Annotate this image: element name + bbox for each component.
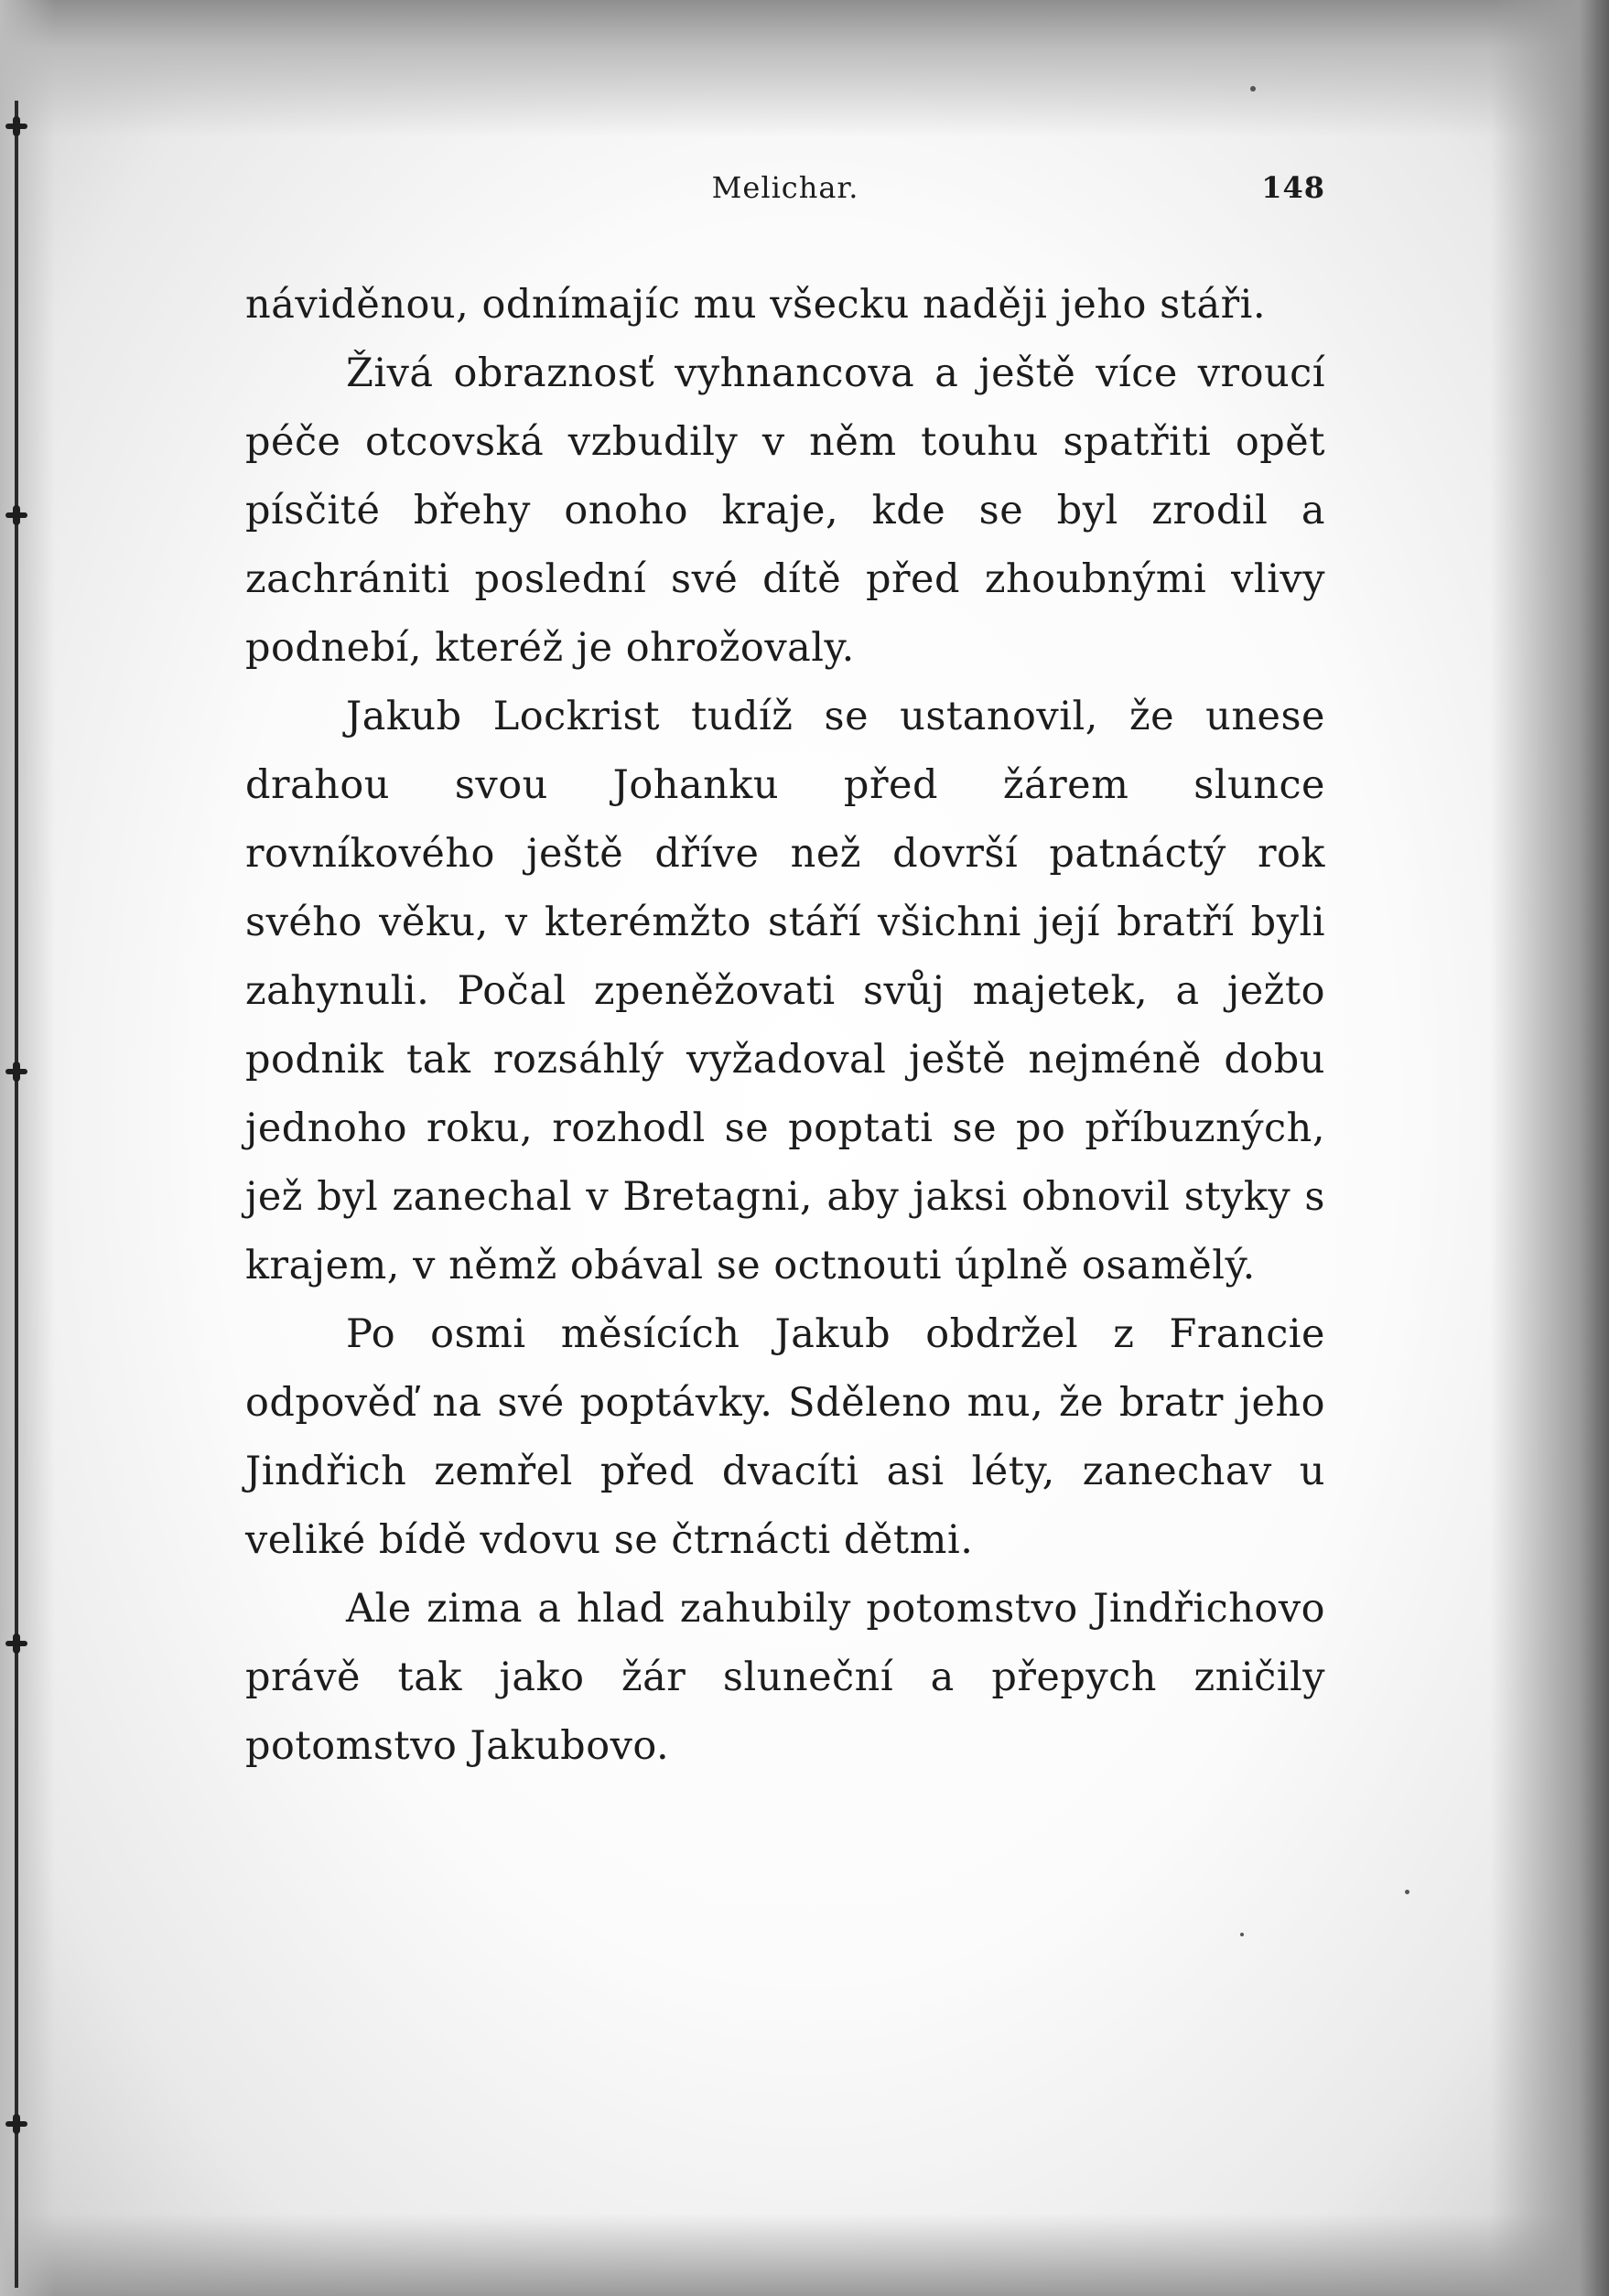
paragraph: Jakub Lockrist tudíž se ustanovil, že unese drahou svou Johanku před žárem slunce rovníkového ještě dříve než dovrší patnáctý rok svého věku, v kterémžto stáří všichni její bratří byli zahynuli. Počal zpeněžovati svůj majetek, a ježto podnik tak rozsáhlý vyžadoval ještě nejméně dobu jednoho roku, rozhodl se poptati se po příbuzných, jež byl zanechal v Bretagni, aby jaksi obnovil styky s krajem, v němž obával se octnouti úplně osamělý. (245, 694, 1325, 1288)
binding-stitch (5, 1069, 27, 1074)
binding-stitch (5, 124, 27, 129)
paragraph: Živá obraznosť vyhnancova a ještě více vroucí péče otcovská vzbudily v něm touhu spatřiti opět písčité břehy onoho kraje, kde se byl zrodil a zachrániti poslední své dítě před zhoubnými vlivy podnebí, kteréž je ohrožovaly. (245, 350, 1325, 671)
page-number: 148 (1261, 170, 1325, 205)
dust-speck (1240, 1933, 1244, 1936)
binding-stitch (5, 1641, 27, 1646)
paragraph: Ale zima a hlad zahubily potomstvo Jindřichovo právě tak jako žár sluneční a přepych zničily potomstvo Jakubovo. (245, 1586, 1325, 1769)
page-content (245, 165, 1325, 1781)
binding-stitch (5, 2121, 27, 2127)
binding-line (15, 101, 18, 2288)
dust-speck (1405, 1890, 1409, 1894)
running-head (245, 165, 1325, 220)
running-title: Melichar. (711, 170, 859, 205)
dust-speck (1250, 86, 1256, 92)
paragraph: náviděnou, odnímajíc mu všecku naději jeho stáři. (245, 282, 1267, 328)
right-edge-shadow (1490, 0, 1609, 2296)
body-text (245, 271, 1325, 1781)
paragraph: Po osmi měsících Jakub obdržel z Francie odpověď na své poptávky. Sděleno mu, že bratr jeho Jindřich zemřel před dvacíti asi léty, zanechav u veliké bídě vdovu se čtrnácti dětmi. (245, 1311, 1325, 1563)
top-edge-shadow (0, 0, 1609, 137)
binding-stitch (5, 512, 27, 518)
left-edge-shadow (0, 0, 55, 2296)
bottom-edge-shadow (0, 2214, 1609, 2296)
